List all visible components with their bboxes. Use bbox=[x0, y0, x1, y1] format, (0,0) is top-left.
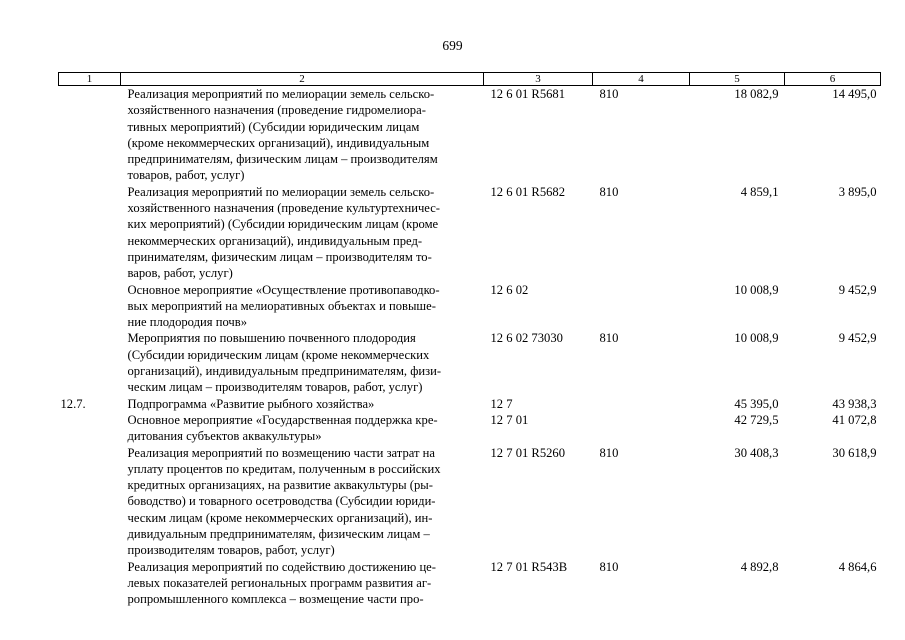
item-name-line: Подпрограмма «Развитие рыбного хозяйства» bbox=[127, 396, 375, 411]
item-name-line: принимателям, физическим лицам – производителям то- bbox=[127, 249, 432, 264]
row-number-cell bbox=[59, 412, 121, 445]
budget-code-cell: 12 7 01 R543В bbox=[490, 559, 568, 574]
table-row bbox=[59, 396, 881, 412]
budget-code-cell: 12 6 02 73030 bbox=[490, 331, 563, 346]
item-name-line: Основное мероприятие «Государственная поддержка кре- bbox=[127, 412, 438, 427]
item-name-line: хозяйственного назначения (проведение гидромелиора- bbox=[127, 103, 426, 118]
table-header-row bbox=[59, 73, 881, 86]
item-name-line: ческим лицам (кроме некоммерческих организаций), ин- bbox=[127, 510, 433, 525]
column-header: 3 bbox=[484, 73, 593, 86]
row-number-cell bbox=[59, 330, 121, 395]
row-number-cell bbox=[59, 559, 121, 608]
item-name-line: производителям товаров, работ, услуг) bbox=[127, 543, 335, 558]
item-name-line: Реализация мероприятий по мелиорации земель сельско- bbox=[127, 87, 435, 101]
item-name-cell bbox=[121, 412, 484, 445]
amount-col5-cell: 4 892,8 bbox=[740, 559, 779, 574]
amount-col5-cell: 10 008,9 bbox=[734, 331, 779, 346]
item-name-cell bbox=[121, 396, 484, 412]
amount-col5-cell: 10 008,9 bbox=[734, 282, 779, 297]
amount-col6-cell: 14 495,0 bbox=[832, 87, 877, 101]
budget-table bbox=[58, 72, 881, 608]
item-name-line: некоммерческих организаций), индивидуальным пред- bbox=[127, 233, 423, 248]
item-name-line: (кроме некоммерческих организаций), индивидуальным bbox=[127, 135, 430, 150]
column-header: 5 bbox=[690, 73, 785, 86]
column-header: 2 bbox=[121, 73, 484, 86]
expense-type-cell: 810 bbox=[599, 331, 619, 346]
amount-col6-cell: 43 938,3 bbox=[832, 396, 877, 411]
item-name-line: Реализация мероприятий по содействию достижению це- bbox=[127, 559, 436, 574]
item-name-line: Мероприятия по повышению почвенного плодородия bbox=[127, 331, 416, 346]
amount-col6-cell: 30 618,9 bbox=[832, 445, 877, 460]
budget-code-cell: 12 7 01 bbox=[490, 412, 529, 427]
item-name-line: ких мероприятий) (Субсидии юридическим лицам (кроме bbox=[127, 217, 439, 232]
item-name-line: Реализация мероприятий по возмещению части затрат на bbox=[127, 445, 436, 460]
item-name-line: организаций), индивидуальным предпринимателям, физи- bbox=[127, 364, 442, 379]
row-number-cell: 12.7. bbox=[60, 396, 86, 411]
row-number-cell bbox=[59, 282, 121, 331]
item-name-line: дивидуальным предпринимателям, физическим лицам – bbox=[127, 527, 430, 542]
item-name-line: предпринимателям, физическим лицам – производителям bbox=[127, 152, 438, 167]
item-name-cell bbox=[121, 445, 484, 559]
item-name-line: дитования субъектов аквакультуры» bbox=[127, 429, 322, 444]
budget-code-cell: 12 7 01 R5260 bbox=[490, 445, 566, 460]
item-name-line: хозяйственного назначения (проведение культуртехничес- bbox=[127, 201, 440, 216]
item-name-line: боводство) и товарного осетроводства (Субсидии юриди- bbox=[127, 494, 436, 509]
budget-code-cell: 12 7 bbox=[490, 396, 513, 411]
amount-col6-cell: 4 864,6 bbox=[838, 559, 877, 574]
expense-type-cell bbox=[593, 396, 690, 412]
expense-type-cell: 810 bbox=[599, 559, 619, 574]
item-name-cell bbox=[121, 559, 484, 608]
row-number-cell bbox=[59, 445, 121, 559]
item-name-line: варов, работ, услуг) bbox=[127, 266, 233, 281]
budget-code-cell: 12 6 01 R5681 bbox=[490, 87, 566, 101]
expense-type-cell: 810 bbox=[599, 87, 619, 101]
item-name-line: (Субсидии юридическим лицам (кроме некоммерческих bbox=[127, 347, 430, 362]
budget-code-cell: 12 6 01 R5682 bbox=[490, 184, 566, 199]
table-row bbox=[59, 559, 881, 608]
amount-col6-cell: 9 452,9 bbox=[838, 282, 877, 297]
item-name-cell bbox=[121, 282, 484, 331]
item-name-line: товаров, работ, услуг) bbox=[127, 168, 245, 183]
row-number-cell bbox=[59, 184, 121, 282]
table-row bbox=[59, 86, 881, 184]
item-name-cell bbox=[121, 330, 484, 395]
table-row bbox=[59, 412, 881, 445]
item-name-line: ческим лицам – производителям товаров, работ, услуг) bbox=[127, 380, 423, 395]
expense-type-cell bbox=[593, 282, 690, 331]
column-header: 4 bbox=[593, 73, 690, 86]
row-number-cell bbox=[59, 86, 121, 184]
amount-col5-cell: 42 729,5 bbox=[734, 412, 779, 427]
expense-type-cell bbox=[593, 412, 690, 445]
table-row bbox=[59, 282, 881, 331]
column-header: 6 bbox=[785, 73, 881, 86]
amount-col6-cell: 3 895,0 bbox=[838, 184, 877, 199]
amount-col5-cell: 30 408,3 bbox=[734, 445, 779, 460]
column-header: 1 bbox=[59, 73, 121, 86]
item-name-line: кредитных организациях, на развитие аквакультуры (ры- bbox=[127, 478, 433, 493]
amount-col6-cell: 41 072,8 bbox=[832, 412, 877, 427]
table-row bbox=[59, 445, 881, 559]
item-name-line: тивных мероприятий) (Субсидии юридическим лицам bbox=[127, 119, 420, 134]
item-name-line: Основное мероприятие «Осуществление противопаводко- bbox=[127, 282, 440, 297]
table-body bbox=[59, 86, 881, 608]
amount-col5-cell: 45 395,0 bbox=[734, 396, 779, 411]
item-name-line: уплату процентов по кредитам, полученным в российских bbox=[127, 461, 441, 476]
table-row bbox=[59, 184, 881, 282]
item-name-line: ние плодородия почв» bbox=[127, 315, 247, 330]
item-name-line: левых показателей региональных программ развития аг- bbox=[127, 575, 432, 590]
amount-col6-cell: 9 452,9 bbox=[838, 331, 877, 346]
expense-type-cell: 810 bbox=[599, 445, 619, 460]
item-name-line: вых мероприятий на мелиоративных объектах и повыше- bbox=[127, 298, 436, 313]
item-name-line: Реализация мероприятий по мелиорации земель сельско- bbox=[127, 184, 435, 199]
expense-type-cell: 810 bbox=[599, 184, 619, 199]
item-name-cell bbox=[121, 184, 484, 282]
amount-col5-cell: 18 082,9 bbox=[734, 87, 779, 101]
amount-col5-cell: 4 859,1 bbox=[740, 184, 779, 199]
item-name-line: ропромышленного комплекса – возмещение части про- bbox=[127, 592, 424, 607]
budget-code-cell: 12 6 02 bbox=[490, 282, 529, 297]
page-number: 699 bbox=[442, 38, 463, 53]
table-row bbox=[59, 330, 881, 395]
item-name-cell bbox=[121, 86, 484, 184]
